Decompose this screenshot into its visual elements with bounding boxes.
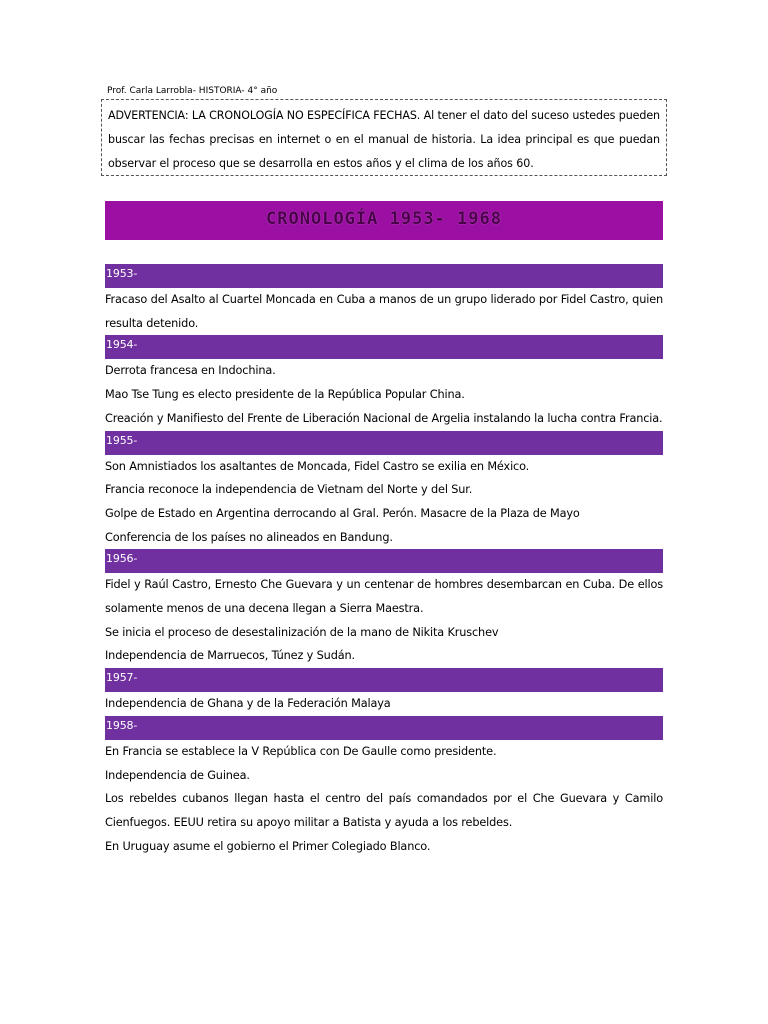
timeline-entry: Mao Tse Tung es electo presidente de la República Popular China. <box>105 388 465 402</box>
year-heading: 1953- <box>105 264 663 288</box>
year-heading: 1954- <box>105 335 663 359</box>
timeline-entry: Los rebeldes cubanos llegan hasta el centro del país comandados por el Che Guevara y Camilo Cienfuegos. EEUU retira su apoyo militar a Batista y ayuda a los rebeldes. <box>105 792 663 829</box>
title-banner <box>105 201 663 240</box>
timeline-entry: Conferencia de los países no alineados en Bandung. <box>105 530 393 544</box>
year-section <box>105 335 663 430</box>
page-title: CRONOLOGÍA 1953- 1968 <box>266 208 502 229</box>
timeline-entry: En Uruguay asume el gobierno el Primer Colegiado Blanco. <box>105 839 431 853</box>
warning-text: ADVERTENCIA: LA CRONOLOGÍA NO ESPECÍFICA FECHAS. Al tener el dato del suceso ustedes pueden buscar las fechas precisas en internet o en el manual de historia. La idea principal es que puedan observar el proceso que se desarrolla en estos años y el clima de los años 60. <box>108 109 660 170</box>
timeline-entry: En Francia se establece la V República con De Gaulle como presidente. <box>105 744 497 758</box>
year-section <box>105 264 663 335</box>
year-section <box>105 431 663 550</box>
timeline <box>105 264 663 858</box>
author-header: Prof. Carla Larrobla- HISTORIA- 4° año <box>107 86 278 96</box>
timeline-entry: Se inicia el proceso de desestalinización de la mano de Nikita Kruschev <box>105 625 499 639</box>
year-heading: 1956- <box>105 549 663 573</box>
warning-box <box>101 99 667 176</box>
timeline-entry: Francia reconoce la independencia de Vietnam del Norte y del Sur. <box>105 483 473 497</box>
year-section <box>105 716 663 859</box>
timeline-entry: Independencia de Guinea. <box>105 768 250 782</box>
year-heading: 1955- <box>105 431 663 455</box>
year-heading: 1958- <box>105 716 663 740</box>
year-section <box>105 549 663 668</box>
timeline-entry: Fracaso del Asalto al Cuartel Moncada en Cuba a manos de un grupo liderado por Fidel Castro, quien resulta detenido. <box>105 293 663 330</box>
year-section <box>105 668 663 716</box>
timeline-entry: Golpe de Estado en Argentina derrocando al Gral. Perón. Masacre de la Plaza de Mayo <box>105 506 580 520</box>
timeline-entry: Son Amnistiados los asaltantes de Moncada, Fidel Castro se exilia en México. <box>105 459 530 473</box>
timeline-entry: Creación y Manifiesto del Frente de Liberación Nacional de Argelia instalando la lucha contra Francia. <box>105 411 663 425</box>
timeline-entry: Independencia de Marruecos, Túnez y Sudán. <box>105 649 355 663</box>
timeline-entry: Independencia de Ghana y de la Federación Malaya <box>105 697 391 711</box>
year-heading: 1957- <box>105 668 663 692</box>
timeline-entry: Derrota francesa en Indochina. <box>105 364 276 378</box>
timeline-entry: Fidel y Raúl Castro, Ernesto Che Guevara y un centenar de hombres desembarcan en Cuba. De ellos solamente menos de una decena llegan a Sierra Maestra. <box>105 578 663 616</box>
